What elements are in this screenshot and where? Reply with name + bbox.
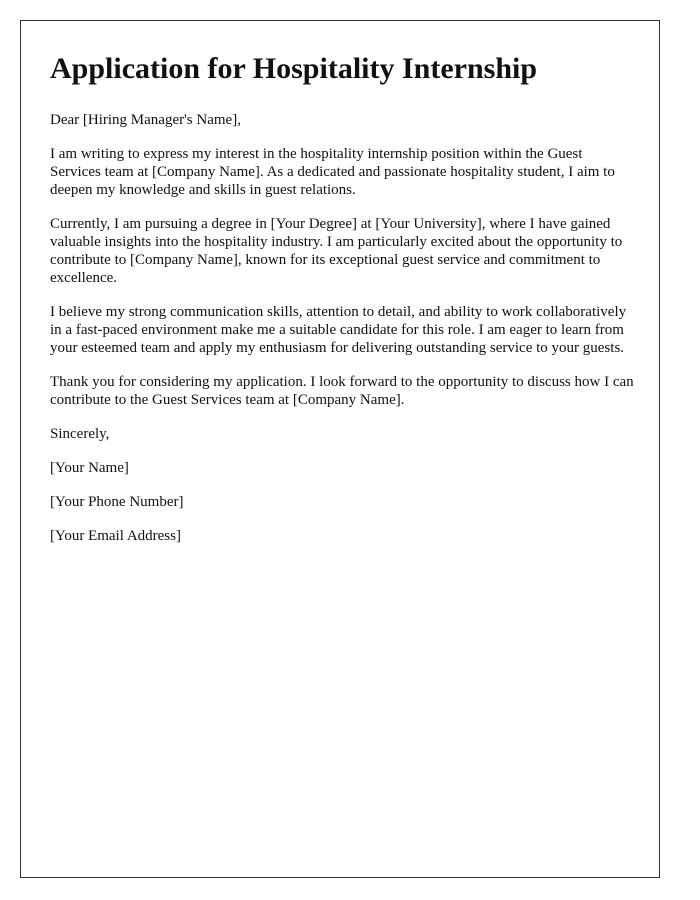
body-paragraph-4: Thank you for considering my application. I look forward to the opportunity to discuss how I can contribute to the Guest Services team at [Company Name]. (50, 374, 634, 408)
sender-name: [Your Name] (50, 460, 129, 476)
sender-phone: [Your Phone Number] (50, 494, 184, 510)
salutation: Dear [Hiring Manager's Name], (50, 112, 241, 128)
body-paragraph-3: I believe my strong communication skills, attention to detail, and ability to work collaboratively in a fast-paced environment make me a suitable candidate for this role. I am eager to learn from your esteemed team and apply my enthusiasm for delivering outstanding service to your guests. (50, 304, 627, 356)
body-paragraph-2: Currently, I am pursuing a degree in [Your Degree] at [Your University], where I have gained valuable insights into the hospitality industry. I am particularly excited about the opportunity to contribute to [Company Name], known for its exceptional guest service and commitment to excellence. (50, 216, 623, 286)
closing: Sincerely, (50, 426, 110, 442)
sender-email: [Your Email Address] (50, 528, 181, 544)
letter-title: Application for Hospitality Internship (50, 52, 538, 85)
letter-page (20, 20, 660, 878)
body-paragraph-1: I am writing to express my interest in the hospitality internship position within the Guest Services team at [Company Name]. As a dedicated and passionate hospitality student, I aim to deepen my knowledge and skills in guest relations. (50, 146, 615, 198)
letter-content (50, 49, 634, 561)
